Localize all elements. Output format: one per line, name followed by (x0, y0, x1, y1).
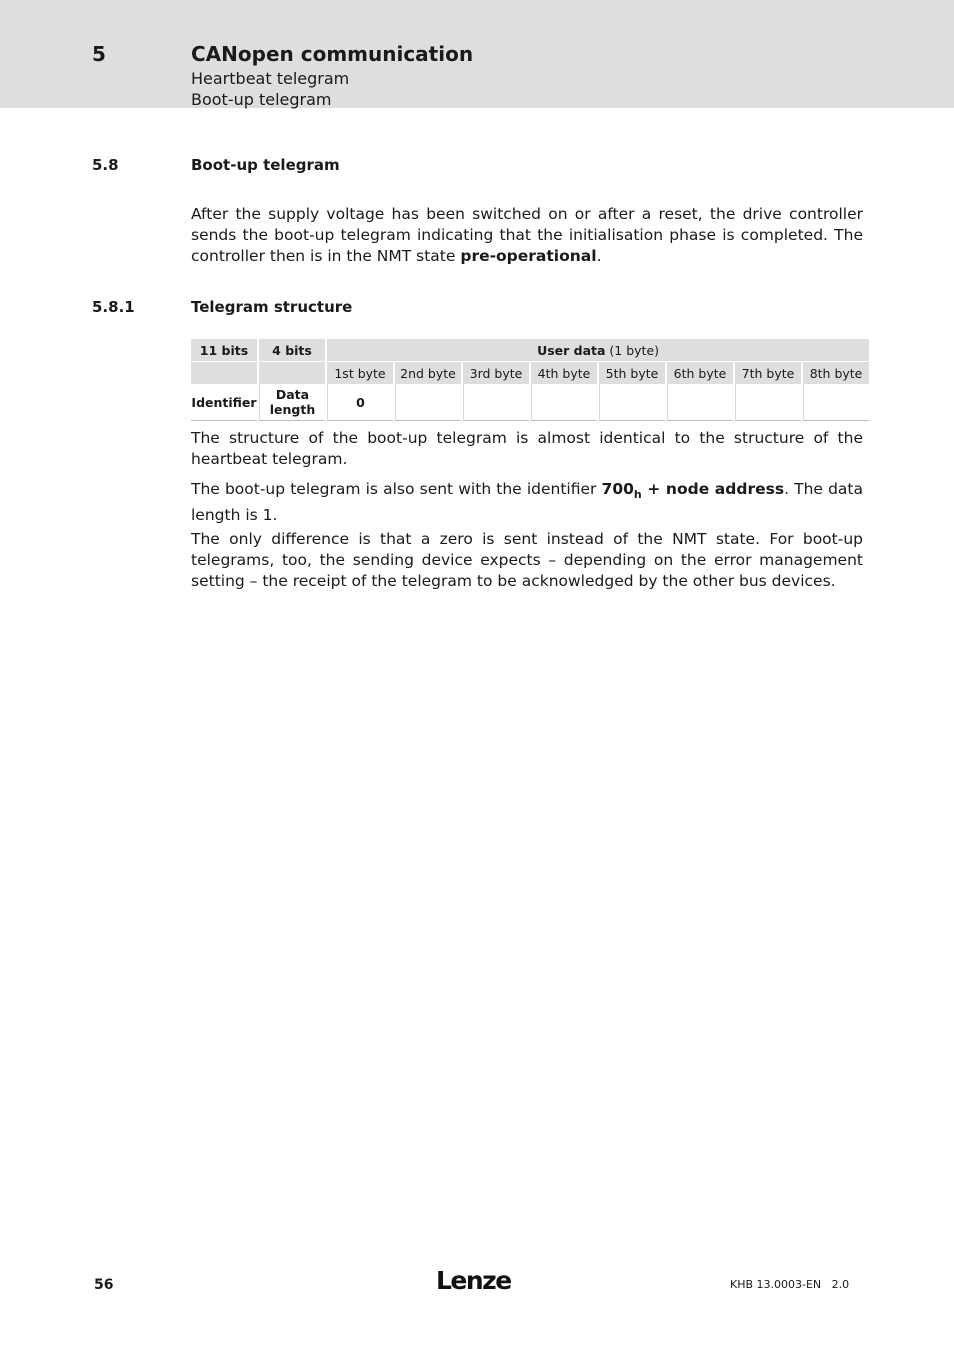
header-cell-4bits: 4 bits (259, 339, 325, 361)
subsection-number: 5.8.1 (92, 298, 135, 316)
data-length-line1: Data (275, 387, 310, 402)
value-cell (395, 384, 461, 421)
table-header-row (191, 339, 869, 361)
identifier-subscript: h (633, 488, 642, 502)
chapter-title: CANopen communication (191, 42, 474, 66)
identifier-text: The boot-up telegram is also sent with the identifier (191, 480, 602, 498)
byte-cell: 3rd byte (463, 361, 529, 384)
identifier-text-end: . The data length is 1. (191, 480, 863, 525)
table-value-row (191, 384, 869, 421)
intro-text: After the supply voltage has been switched on or after a reset, the drive controller sends the boot-up telegram indicating that the initialisation phase is completed. The controller then is in the NMT state (191, 205, 863, 265)
value-cell (531, 384, 597, 421)
byte-row-empty-2 (259, 361, 325, 384)
intro-bold-state: pre-operational (460, 247, 597, 265)
telegram-structure-table (189, 339, 871, 421)
structure-paragraph: The structure of the boot-up telegram is almost identical to the structure of the heartbeat telegram. (191, 429, 863, 468)
data-length-cell (259, 384, 325, 421)
value-cell (667, 384, 733, 421)
header-subtitle-bootup: Boot-up telegram (191, 90, 332, 109)
identifier-value: 700 (601, 480, 634, 498)
subsection-title: Telegram structure (191, 298, 353, 316)
byte-cell: 8th byte (803, 361, 869, 384)
value-cell (735, 384, 801, 421)
lenze-logo (436, 1266, 516, 1296)
byte-cell: 2nd byte (395, 361, 461, 384)
user-data-label: User data (537, 342, 606, 358)
section-title: Boot-up telegram (191, 156, 340, 174)
value-cell (599, 384, 665, 421)
data-length-line2: length (269, 402, 316, 417)
byte-cell: 7th byte (735, 361, 801, 384)
page-number: 56 (94, 1277, 114, 1293)
header-cell-user-data (327, 339, 869, 361)
byte-cell: 6th byte (667, 361, 733, 384)
section-intro-paragraph (191, 204, 863, 267)
byte-row-empty-1 (191, 361, 257, 384)
page-header-band (0, 0, 954, 108)
identifier-paragraph (191, 479, 863, 526)
chapter-number: 5 (92, 42, 106, 66)
identifier-cell: Identifier (191, 384, 257, 421)
header-cell-11bits: 11 bits (191, 339, 257, 361)
section-number: 5.8 (92, 156, 119, 174)
logo-text: Lenze (436, 1266, 511, 1295)
byte-cell: 5th byte (599, 361, 665, 384)
difference-paragraph: The only difference is that a zero is sent instead of the NMT state. For boot-up telegrams, too, the sending device expects – depending on the error management setting – the receipt of the telegram to be acknowledged by the other bus devices. (191, 530, 863, 590)
byte-cell: 4th byte (531, 361, 597, 384)
value-cell (803, 384, 869, 421)
header-subtitle-heartbeat: Heartbeat telegram (191, 69, 350, 88)
value-cell: 0 (327, 384, 393, 421)
table-byte-row (191, 361, 869, 384)
byte-cell: 1st byte (327, 361, 393, 384)
user-data-note: (1 byte) (605, 342, 660, 358)
identifier-node-address: + node address (641, 480, 785, 498)
value-cell (463, 384, 529, 421)
document-id: KHB 13.0003-EN 2.0 (730, 1278, 850, 1291)
intro-text-end: . (596, 247, 602, 265)
